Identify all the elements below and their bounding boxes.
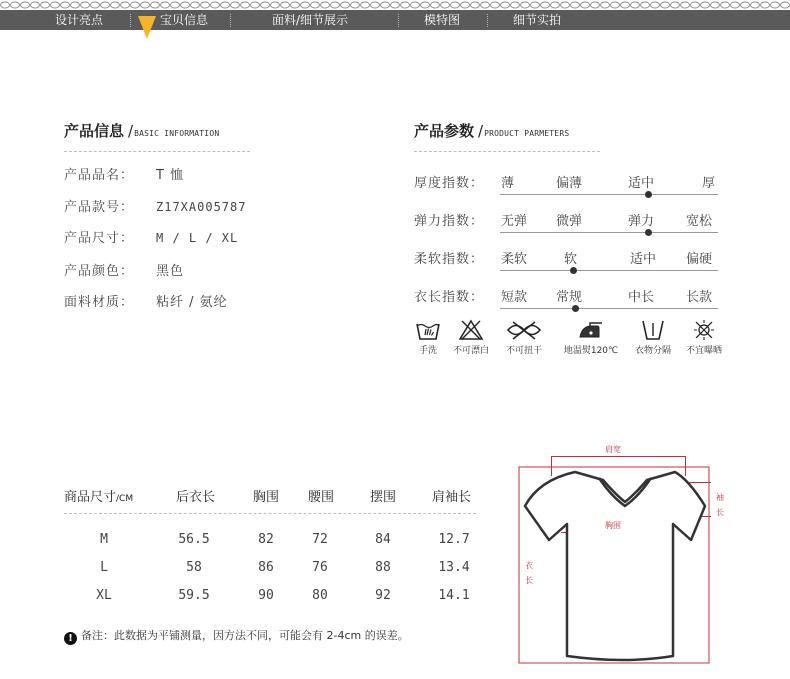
param-option: 适中 [628,176,655,191]
param-option: 短款 [501,290,528,305]
info-row-size: 产品尺寸： M / L / XL [64,231,239,246]
param-label: 柔软指数： [414,252,485,267]
table-cell: 88 [375,560,391,575]
no-wring-icon [504,318,544,342]
param-option: 宽松 [686,214,713,229]
table-cell: 84 [375,532,391,547]
param-indicator-dot [645,229,652,236]
care-item: 手洗 [393,318,463,356]
nav-separator [398,14,399,27]
param-indicator-dot [570,267,577,274]
warning-icon: ! [64,632,77,645]
table-cell: 14.1 [438,588,470,603]
table-cell: 13.4 [438,560,470,575]
param-label: 衣长指数： [414,290,485,305]
iron-icon [575,318,607,342]
table-cell: 59.5 [178,588,210,603]
param-option: 微弹 [556,214,583,229]
param-option: 常规 [556,290,583,305]
table-cell-size: L [100,560,108,575]
param-scale-line [500,194,718,195]
table-header-hem: 摆围 [370,490,397,505]
shoulder-width-label: 肩宽 [605,445,621,454]
param-option: 软 [564,252,578,267]
param-option: 无弹 [501,214,528,229]
sleeve-length-label-2: 长 [716,508,724,517]
nav-item-model[interactable]: 模特图 [424,13,461,27]
param-option: 偏硬 [686,252,713,267]
table-header-waist: 腰围 [308,490,335,505]
param-option: 薄 [501,176,515,191]
param-option: 柔软 [501,252,528,267]
param-scale-line [500,270,718,271]
care-item: 不可漂白 [436,318,506,356]
table-header-size: 商品尺寸/CM [64,490,134,505]
param-indicator-dot [645,191,652,198]
divider [414,151,600,152]
param-option: 弹力 [628,214,655,229]
param-indicator-dot [572,305,579,312]
param-label: 厚度指数： [414,176,485,191]
nav-item-design[interactable]: 设计亮点 [55,13,104,27]
no-sun-icon [690,318,718,342]
active-nav-pointer [138,16,156,39]
param-option: 中长 [628,290,655,305]
table-cell-size: M [100,532,108,547]
separate-wash-icon [639,318,667,342]
table-cell: 86 [258,560,274,575]
care-item: 不宜曝晒 [669,318,739,356]
table-cell: 58 [186,560,202,575]
param-option: 适中 [630,252,657,267]
param-scale-line [500,232,718,233]
table-header-chest: 胸围 [253,490,280,505]
info-row-color: 产品颜色： 黑色 [64,264,185,279]
nav-item-detail-photos[interactable]: 细节实拍 [513,13,562,27]
info-row-material: 面料材质： 粘纤 / 氨纶 [64,295,228,310]
nav-separator [130,14,131,27]
table-cell: 82 [258,532,274,547]
basic-info-heading: 产品信息 /BASIC INFORMATION [64,122,220,140]
table-cell: 72 [312,532,328,547]
param-scale-line [500,308,718,309]
body-length-label-1: 衣 [525,561,533,570]
size-note: ! 备注：此数据为平铺测量，因方法不同，可能会有 2-4cm 的误差。 [64,627,409,645]
info-row-name: 产品品名： T 恤 [64,168,185,183]
divider [64,513,476,514]
care-item: 衣物分隔 [618,318,688,356]
table-cell: 12.7 [438,532,470,547]
params-heading: 产品参数 /PRODUCT PARMETERS [414,122,570,140]
top-nav-bar [0,10,790,30]
no-bleach-icon [457,318,485,342]
chest-label: 胸围 [605,521,621,530]
table-header-shoulder-sleeve: 肩袖长 [432,490,472,505]
tshirt-measurement-diagram [515,440,745,670]
decorative-chain-border [0,0,790,10]
body-length-label-2: 长 [525,576,533,585]
info-row-sku: 产品款号： Z17XA005787 [64,200,247,215]
param-label: 弹力指数： [414,214,485,229]
table-cell: 92 [375,588,391,603]
param-option: 偏薄 [556,176,583,191]
sleeve-length-label-1: 袖 [716,493,724,502]
table-cell: 76 [312,560,328,575]
nav-separator [487,14,488,27]
care-item: 不可扭干 [489,318,559,356]
table-cell-size: XL [96,588,112,603]
param-option: 厚 [702,176,716,191]
divider [64,151,250,152]
table-cell: 90 [258,588,274,603]
param-option: 长款 [686,290,713,305]
nav-item-product-info[interactable]: 宝贝信息 [160,13,209,27]
table-header-back-length: 后衣长 [176,490,216,505]
table-cell: 56.5 [178,532,210,547]
nav-separator [230,14,231,27]
table-cell: 80 [312,588,328,603]
nav-item-fabric-details[interactable]: 面料/细节展示 [272,13,349,27]
care-item: 地温熨120℃ [556,318,626,356]
